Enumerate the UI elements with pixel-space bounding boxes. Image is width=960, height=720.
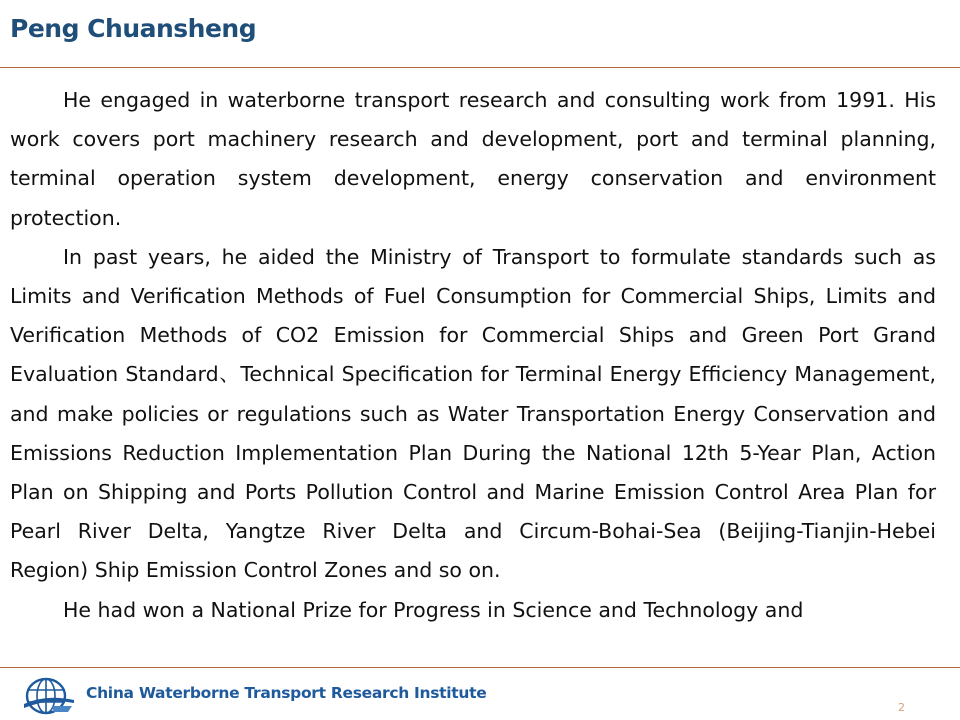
body-text <box>10 81 936 630</box>
paragraph-awards: He had won a National Prize for Progress in Science and Technology and <box>63 597 804 622</box>
paragraph-standards: In past years, he aided the Ministry of Transport to formulate standards such as Limits and Verification Methods of Fuel Consumption for Commercial Ships, Limits and Verification Methods of CO2 Emission for Commercial Ships and Green Port Grand Evaluation Standard、Technical Specification for Terminal Energy Efficiency Management, and make policies or regulations such as Water Transportation Energy Conservation and Emissions Reduction Implementation Plan During the National 12th 5-Year Plan, Action Plan on Shipping and Ports Pollution Control and Marine Emission Control Area Plan for Pearl River Delta, Yangtze River Delta and Circum-Bohai-Sea (Beijing-Tianjin-Hebei Region) Ship Emission Control Zones and so on. <box>10 244 936 583</box>
footer-divider <box>0 667 960 668</box>
paragraph-career: He engaged in waterborne transport research and consulting work from 1991. His work covers port machinery research and development, port and terminal planning, terminal operation system development, energy conservation and environment protection. <box>10 88 936 230</box>
footer-organization-name: China Waterborne Transport Research Institute <box>86 684 487 702</box>
institute-globe-logo-icon <box>22 676 76 716</box>
page-number: 2 <box>898 701 905 714</box>
slide-title: Peng Chuansheng <box>10 14 257 43</box>
title-divider <box>0 67 960 68</box>
